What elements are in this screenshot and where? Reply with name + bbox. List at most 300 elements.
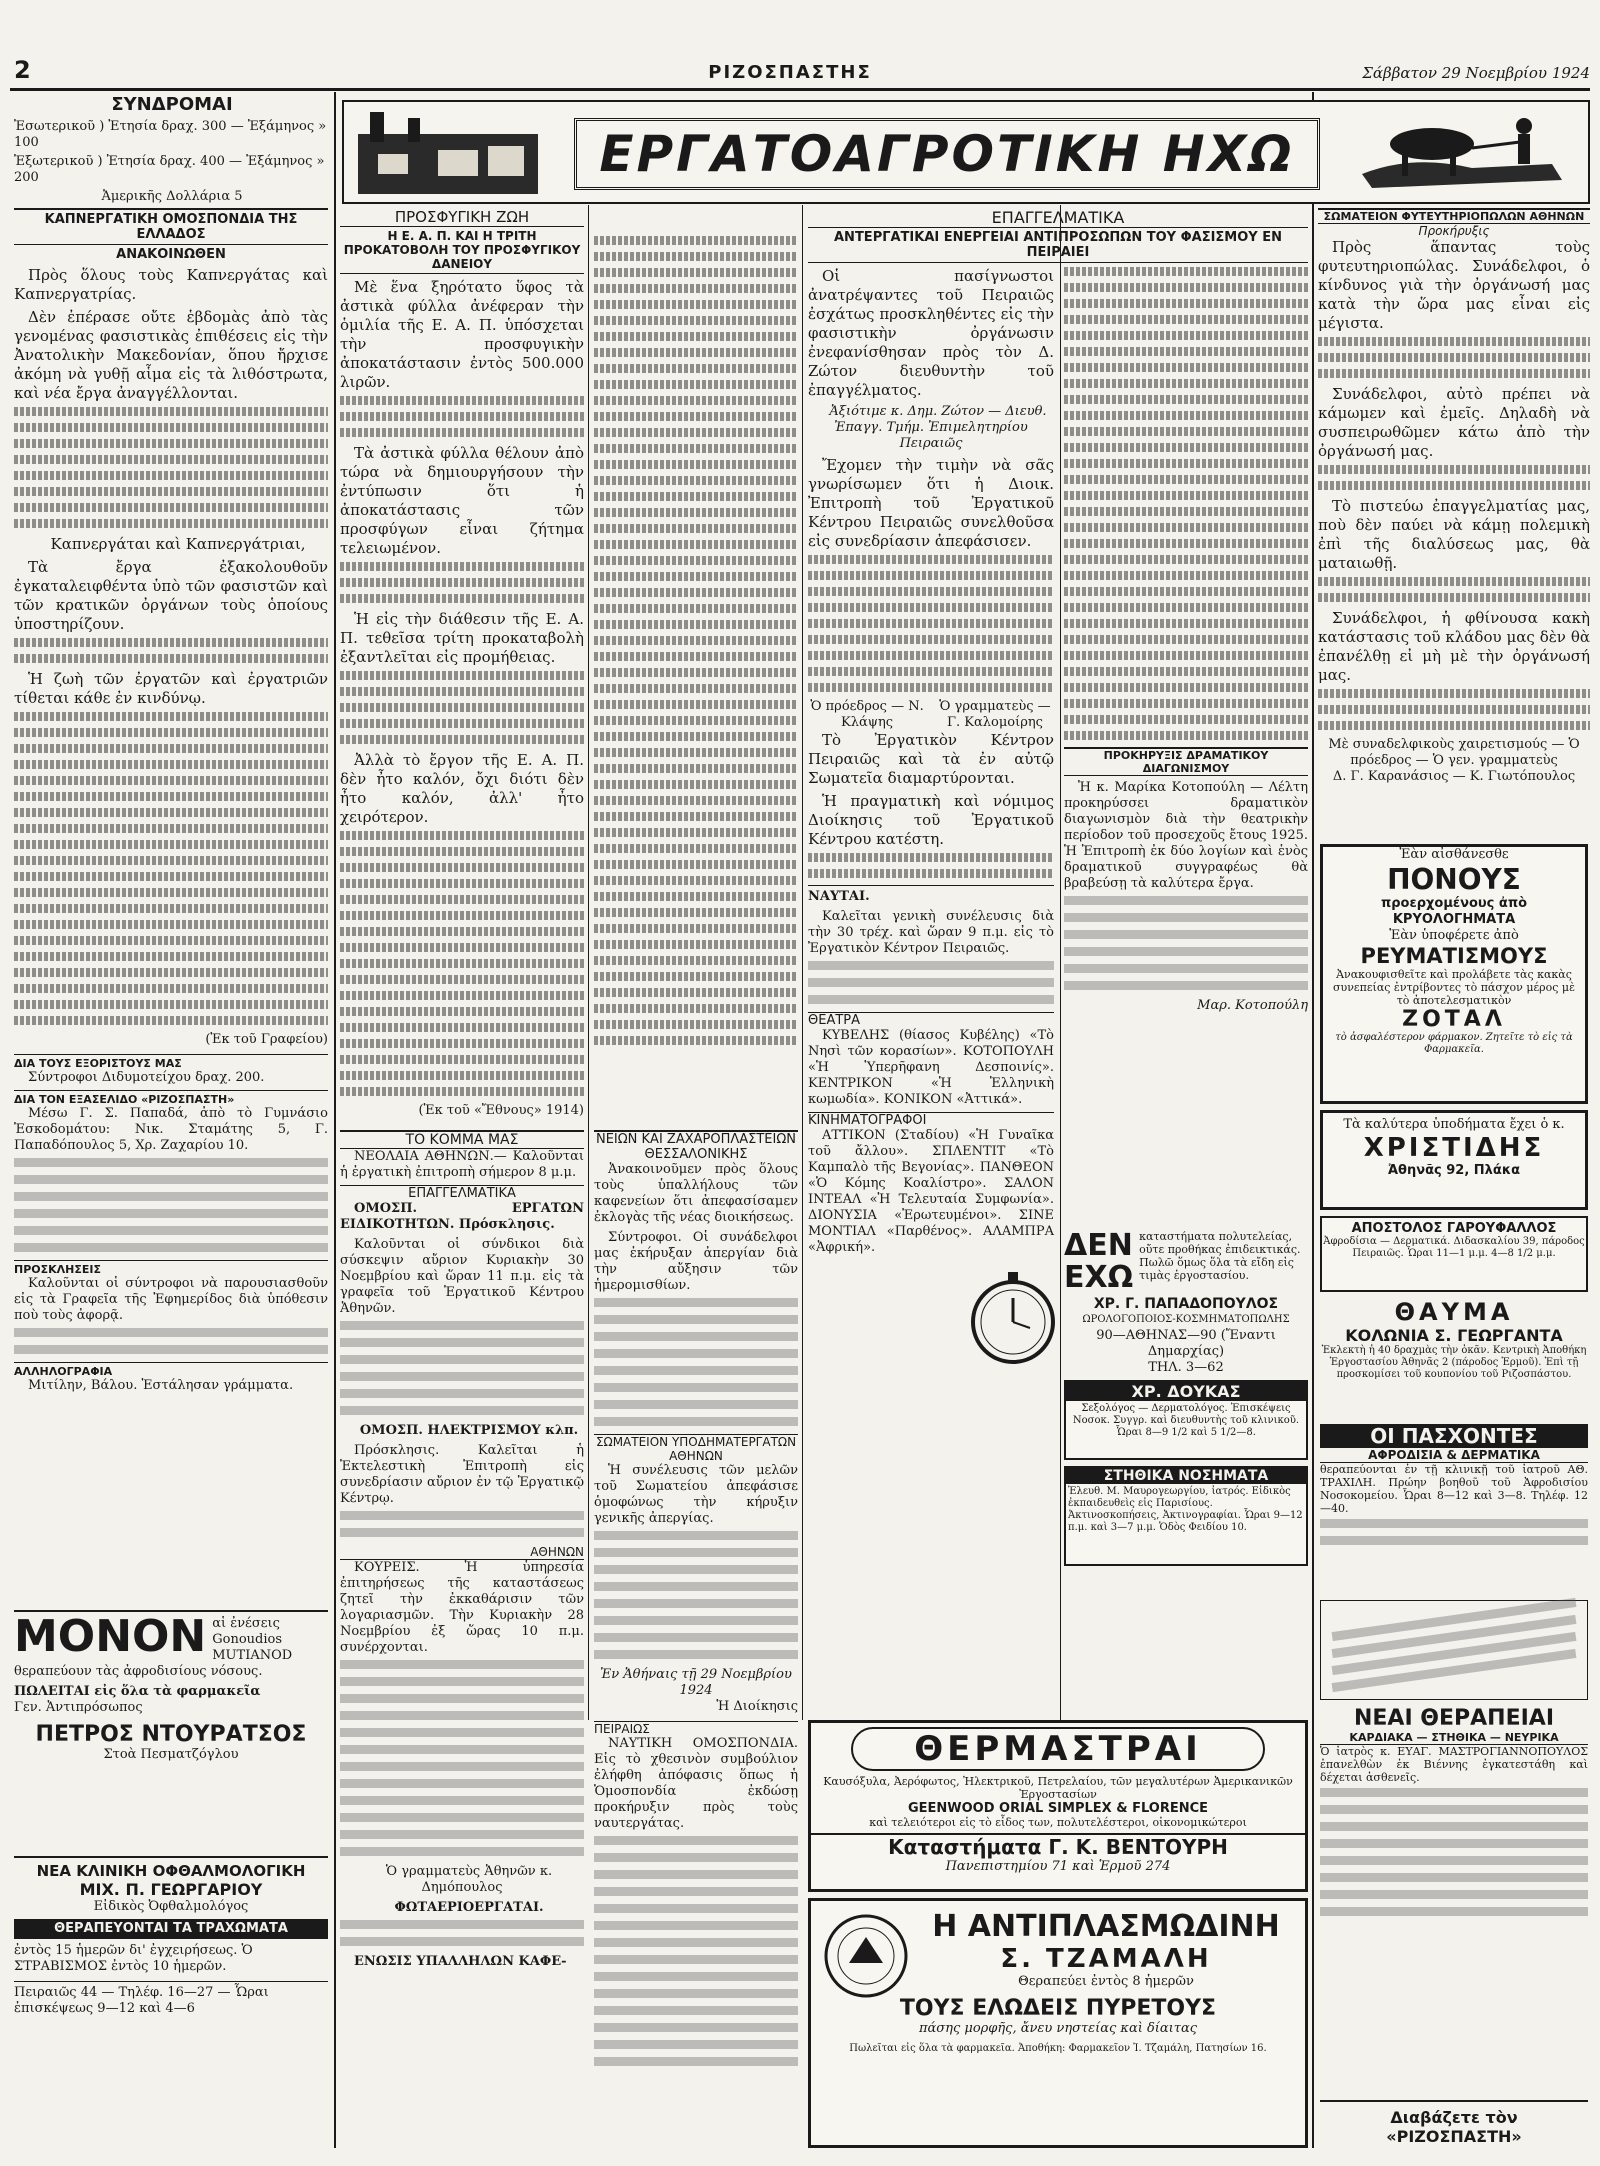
section-heading: ΚΙΝΗΜΑΤΟΓΡΑΦΟΙ <box>808 1112 1054 1128</box>
illegible-text <box>1318 593 1590 602</box>
den-echo-phone: ΤΗΛ. 3—62 <box>1148 1360 1224 1375</box>
kolonia-name: ΚΟΛΩΝΙΑ Σ. ΓΕΩΡΓΑΝΤΑ <box>1345 1326 1563 1345</box>
illegible-text <box>1064 491 1308 500</box>
den-echo-trade: ΩΡΟΛΟΓΟΠΟΙΟΣ-ΚΟΣΜΗΜΑΤΟΠΩΛΗΣ <box>1082 1314 1290 1325</box>
article-signature: (Ἐκ τοῦ Γραφείου) <box>205 1032 328 1047</box>
thermastrai-address: Πανεπιστημίου 71 καὶ Ἑρμοῦ 274 <box>945 1859 1171 1874</box>
notice-signature: Ἡ Διοίκησις <box>716 1699 798 1714</box>
watch-ad <box>1064 1230 1308 1375</box>
section-heading: ΠΡΟΚΗΡΥΞΙΣ ΔΡΑΜΑΤΙΚΟΥ ΔΙΑΓΩΝΙΣΜΟΥ <box>1064 747 1308 776</box>
illegible-text <box>594 1020 798 1029</box>
illegible-text <box>340 991 584 1000</box>
monon-ad <box>14 1610 328 1852</box>
illegible-text <box>14 654 328 663</box>
cinema-listing: ΑΤΤΙΚΟΝ (Σταδίου) «Ἡ Γυναῖκα τοῦ ἄλλου». ΣΠΛΕΝΤΙΤ «Τὸ Καμπαλὸ τῆς Βεγονίας». ΠΑΝΘΕΟΝ «Ὁ Κόμης Κοαλίστρο». ΣΑΛΟΝ ΙΝΤΕΑΛ «Ἡ Τελευταία Συμφωνία». ΔΙΟΝΥΣΙΑ «Ἐρωτευμένοι». ΣΙΝΕ ΜΟΝΤΙΑΛ «Παρθένος». ΑΛΑΜΠΡΑ «Ἀφρική». <box>808 1128 1054 1255</box>
illegible-text <box>14 1016 328 1025</box>
zotal-ad <box>1320 844 1588 1104</box>
illegible-text <box>340 831 584 840</box>
theatre-listing: ΚΥΒΕΛΗΣ (θίασος Κυβέλης) «Τὸ Νησὶ τῶν κορασίων». ΚΟΤΟΠΟΥΛΗ «Ἡ Ὑπερῆφανη Δεσποινίς». ΚΕΝΤΡΙΚΟΝ «Ἡ Ἑλληνικὴ κωμωδία». ΚΟΝΙΚΟΝ «Ἀττικά». <box>808 1028 1054 1107</box>
christidis-ad <box>1320 1110 1588 1210</box>
illegible-text <box>14 1226 328 1235</box>
article-paragraph: Ἡ εἰς τὴν διάθεσιν τῆς Ε. Α. Π. τεθεῖσα τρίτη προκαταβολὴ ἐξαντλεῖται εἰς προμήθειας. <box>340 610 584 666</box>
illegible-text <box>594 716 798 725</box>
illegible-text <box>594 2006 798 2015</box>
illegible-text <box>1064 619 1308 628</box>
illegible-text <box>340 703 584 712</box>
illegible-text <box>594 588 798 597</box>
page-number: 2 <box>14 56 31 84</box>
illegible-text <box>594 812 798 821</box>
illegible-text <box>594 2057 798 2066</box>
illegible-text <box>594 1004 798 1013</box>
illegible-text <box>340 1779 584 1788</box>
monon-address: Στοὰ Πεσματζόγλου <box>103 1747 239 1762</box>
illegible-text <box>594 1400 798 1409</box>
illegible-text <box>1318 481 1590 490</box>
illegible-text <box>594 748 798 757</box>
notice-text: Πρόσκλησις. Καλεῖται ἡ Ἐκτελεστικὴ Ἐπιτροπὴ εἰς συνεδρίασιν αὔριον ἐν τῷ Ἐργατικῷ Κέντρῳ. <box>340 1443 584 1506</box>
illegible-text <box>1320 1536 1588 1545</box>
illegible-text <box>1064 427 1308 436</box>
illegible-text <box>594 1836 798 1845</box>
illegible-text <box>14 471 328 480</box>
illegible-text <box>340 687 584 696</box>
ploughing-farmer-illustration <box>1352 104 1582 200</box>
header-rule <box>10 88 1590 91</box>
illegible-text <box>340 396 584 405</box>
article-paragraph: Ἡ πραγματικὴ καὶ νόμιμος Διοίκησις τοῦ Ἐργατικοῦ Κέντρου κατέστη. <box>808 792 1054 848</box>
clinic-title: ΝΕΑ ΚΛΙΝΙΚΗ ΟΦΘΑΛΜΟΛΟΓΙΚΗ <box>36 1862 306 1880</box>
illegible-text <box>14 519 328 528</box>
article-paragraph: Τὰ ἔργα ἐξακολουθοῦν ἐγκαταλειφθέντα ὑπὸ τῶν φασιστῶν καὶ τῶν κρατικῶν ὀργάνων τοὺς ὁποίους ὑποστηρίζουν. <box>14 558 328 633</box>
illegible-text <box>594 892 798 901</box>
section-heading: ΕΠΑΓΓΕΛΜΑΤΙΚΑ <box>991 208 1125 227</box>
illegible-text <box>340 1711 584 1720</box>
notice-text: Καλοῦνται οἱ σύντροφοι νὰ παρουσιασθοῦν εἰς τὰ Γραφεῖα τῆς Ἐφημερίδος διὰ ὑπόθεσιν ποὺ τοὺς ἀφορᾷ. <box>14 1276 328 1323</box>
paschontes-text: θεραπεύονται ἐν τῇ κλινικῇ τοῦ ἰατροῦ ΑΘ. ΤΡΑΧΙΛΗ. Πρώην βοηθοῦ τοῦ Ἀφροδισίου Νοσοκομείου. Ὧραι 8—12 καὶ 3—8. Τηλέφ. 12—40. <box>1320 1463 1588 1515</box>
illegible-text <box>594 604 798 613</box>
column-rule <box>588 205 589 1720</box>
column-4 <box>808 208 1308 1255</box>
section-heading: ΔΙΑ ΤΟΝ ΕΞΑΣΕΛΙΔΟ «ΡΙΖΟΣΠΑΣΤΗ» <box>14 1090 328 1106</box>
illegible-text <box>1064 315 1308 324</box>
den-echo-name: ΧΡ. Γ. ΠΑΠΑΔΟΠΟΥΛΟΣ <box>1093 1296 1279 1312</box>
illegible-text <box>594 796 798 805</box>
illegible-text <box>594 412 798 421</box>
illegible-text <box>594 1921 798 1930</box>
illegible-text <box>1064 667 1308 676</box>
illegible-text <box>808 619 1054 628</box>
illegible-text <box>340 1406 584 1415</box>
zotal-intro: Ἐὰν αἰσθάνεσθε <box>1399 847 1509 862</box>
clinic-text: ἐντὸς 15 ἡμερῶν δι' ἐγχειρήσεως. Ὁ ΣΤΡΑΒΙΣΜΟΣ ἐντὸς 10 ἡμερῶν. <box>14 1943 253 1974</box>
illegible-text <box>340 1389 584 1398</box>
illegible-text <box>1064 507 1308 516</box>
illegible-text <box>14 904 328 913</box>
illegible-text <box>14 760 328 769</box>
article-paragraph: Ἡ ζωὴ τῶν ἐργατῶν καὶ ἐργατριῶν τίθεται κάθε ἐν κινδύνῳ. <box>14 670 328 707</box>
column-rule <box>1312 92 1314 2148</box>
rotated-ad-area <box>1320 1600 1588 1700</box>
illegible-text <box>340 911 584 920</box>
illegible-text <box>594 1582 798 1591</box>
illegible-text <box>1064 603 1308 612</box>
zotal-kryologimata: προερχομένους ἀπὸ ΚΡΥΟΛΟΓΗΜΑΤΑ <box>1380 896 1528 927</box>
monon-name: ΠΕΤΡΟΣ ΝΤΟΥΡΑΤΣΟΣ <box>35 1722 307 1747</box>
illegible-text <box>594 908 798 917</box>
rizospastis-footer-ad: Διαβάζετε τὸν «ΡΙΖΟΣΠΑΣΤΗ» <box>1320 2100 1588 2140</box>
illegible-text <box>340 1762 584 1771</box>
illegible-text <box>340 895 584 904</box>
article-paragraph: Τὸ Ἐργατικὸν Κέντρον Πειραιῶς καὶ τὰ ἐν αὐτῷ Σωματεῖα διαμαρτύρονται. <box>808 731 1054 787</box>
illegible-text <box>340 1023 584 1032</box>
doukas-text: Σεξολόγος — Δερματολόγος. Ἐπισκέψεις Νοσοκ. Συγγρ. καὶ διευθυντὴς τοῦ κλινικοῦ. Ὧραι 8—9 1/2 καὶ 5 1/2—8. <box>1072 1403 1300 1438</box>
notice-text: Σύντροφοι. Οἱ συνάδελφοι μας ἐκήρυξαν ἀπεργίαν διὰ τὴν αὔξησιν τῶν ἡμερομισθίων. <box>594 1230 798 1293</box>
illegible-text <box>14 936 328 945</box>
column-rule <box>334 92 336 2148</box>
antiplasmodini-name: Σ. ΤΖΑΜΑΛΗ <box>1000 1944 1212 1974</box>
antiplasmodini-fine: Πωλεῖται εἰς ὅλα τὰ φαρμακεῖα. Ἀποθήκη: Φαρμακεῖον Ἰ. Τζαμάλη, Πατησίων 16. <box>849 2043 1267 2054</box>
zotal-brand: ΖΟΤΑΛ <box>1402 1007 1506 1032</box>
illegible-text <box>1064 523 1308 532</box>
doukas-ad <box>1064 1380 1308 1460</box>
illegible-text <box>594 1332 798 1341</box>
illegible-text <box>594 236 798 245</box>
illegible-text <box>1320 1822 1588 1831</box>
illegible-text <box>14 712 328 721</box>
illegible-text <box>1320 1856 1588 1865</box>
illegible-text <box>1318 689 1590 698</box>
illegible-text <box>1064 299 1308 308</box>
illegible-text <box>594 284 798 293</box>
illegible-text <box>1320 1907 1588 1916</box>
illegible-text <box>14 439 328 448</box>
illegible-text <box>594 540 798 549</box>
illegible-text <box>340 412 584 421</box>
illegible-text <box>594 764 798 773</box>
notice-text: ΝΕΟΛΑΙΑ ΑΘΗΝΩΝ.— Καλοῦνται ἡ ἐργατικὴ ἐπιτροπὴ σήμερον 8 μ.μ. <box>340 1149 584 1180</box>
illegible-text <box>1064 267 1308 276</box>
illegible-text <box>594 684 798 693</box>
illegible-text <box>14 984 328 993</box>
illegible-text <box>14 638 328 647</box>
section-heading: ΑΘΗΝΩΝ <box>340 1545 584 1560</box>
illegible-text <box>594 700 798 709</box>
thermastrai-text: καὶ τελειότεροι εἰς τὸ εἶδος των, πολυτελέστεροι, οἰκονομικώτεροι <box>869 1816 1247 1829</box>
notice-text: Σύντροφοι Διδυμοτείχου δραχ. 200. <box>28 1070 265 1085</box>
den-echo-headline: ΔΕΝ ΕΧΩ <box>1064 1228 1134 1295</box>
illegible-text <box>340 1528 584 1537</box>
illegible-text <box>594 988 798 997</box>
notice-text: Καλεῖται γενικὴ συνέλευσις διὰ τὴν 30 τρέχ. καὶ ὥραν 9 π.μ. εἰς τὸ Ἐργατικὸν Κέντρον Πειραιῶς. <box>808 909 1054 956</box>
illegible-text <box>14 840 328 849</box>
illegible-text <box>594 1870 798 1879</box>
shoe-intro: Τὰ καλύτερα ὑποδήματα ἔχει ὁ κ. <box>1343 1117 1565 1132</box>
new-therapies-ad <box>1320 1706 1588 2036</box>
section-heading: ΘΕΑΤΡΑ <box>808 1012 1054 1028</box>
illegible-text <box>340 927 584 936</box>
article-paragraph: Οἱ πασίγνωστοι ἀνατρέψαντες τοῦ Πειραιῶς ἐσχάτως προσκληθέντες εἰς τὴν φασιστικὴν ὀργάνωσιν ἐνεφανίσθησαν πρὸς τὸν Δ. Ζώτον διευθυντὴν τοῦ ἐπαγγέλματος. <box>808 267 1054 399</box>
monon-sub: ΠΩΛΕΙΤΑΙ εἰς ὅλα τὰ φαρμακεῖα <box>14 1684 261 1699</box>
illegible-text <box>14 1175 328 1184</box>
illegible-text <box>594 620 798 629</box>
illegible-text <box>14 808 328 817</box>
monon-rep: Γεν. Ἀντιπρόσωπος <box>14 1700 143 1715</box>
illegible-text <box>594 828 798 837</box>
illegible-text <box>340 1660 584 1669</box>
illegible-text <box>1318 721 1590 730</box>
shoe-name: ΧΡΙΣΤΙΔΗΣ <box>1363 1133 1545 1163</box>
illegible-text <box>1064 539 1308 548</box>
illegible-text <box>340 1321 584 1330</box>
column-2 <box>340 208 584 1128</box>
paschontes-title: ΟΙ ΠΑΣΧΟΝΤΕΣ <box>1320 1424 1588 1448</box>
illegible-text <box>594 668 798 677</box>
illegible-text <box>1318 577 1590 586</box>
illegible-text <box>1064 947 1308 956</box>
subscriptions-title: ΣΥΝΔΡΟΜΑΙ <box>111 94 233 115</box>
article-heading: ΚΑΠΝΕΡΓΑΤΙΚΗ ΟΜΟΣΠΟΝΔΙΑ ΤΗΣ ΕΛΛΑΔΟΣ <box>14 208 328 245</box>
illegible-text <box>594 1349 798 1358</box>
illegible-text <box>594 940 798 949</box>
illegible-text <box>808 869 1054 878</box>
illegible-text <box>340 847 584 856</box>
newspaper-title: ΡΙΖΟΣΠΑΣΤΗΣ <box>708 62 872 83</box>
illegible-text <box>14 455 328 464</box>
paschontes-ad <box>1320 1424 1588 1594</box>
illegible-text <box>340 1071 584 1080</box>
illegible-text <box>594 300 798 309</box>
section-heading: ΝΕΙΩΝ ΚΑΙ ΖΑΧΑΡΟΠΛΑΣΤΕΙΩΝ ΘΕΣΣΑΛΟΝΙΚΗΣ <box>595 1132 797 1162</box>
illegible-text <box>808 978 1054 987</box>
column-1 <box>14 208 328 1408</box>
illegible-text <box>594 1417 798 1426</box>
illegible-text <box>1064 331 1308 340</box>
illegible-text <box>594 1599 798 1608</box>
banner-title: ΕΡΓΑΤΟΑΓΡΟΤΙΚΗ ΗΧΩ <box>574 118 1320 190</box>
notice-heading: ΟΜΟΣΠ. ΕΡΓΑΤΩΝ ΕΙΔΙΚΟΤΗΤΩΝ. Πρόσκλησις. <box>340 1201 584 1232</box>
illegible-text <box>340 1745 584 1754</box>
article-address: Ἀξιότιμε κ. Δημ. Ζώτον — Διευθ. Ἐπαγγ. Τμήμ. Ἐπιμελητηρίου Πειραιῶς <box>829 404 1047 451</box>
notice-text: Ἡ συνέλευσις τῶν μελῶν τοῦ Σωματείου ἀπεφάσισε ὁμοφώνως τὴν κήρυξιν γενικῆς ἀπεργίας. <box>594 1463 798 1526</box>
illegible-text <box>340 1937 584 1946</box>
new-therapies-subtitle: ΚΑΡΔΙΑΚΑ — ΣΤΗΘΙΚΑ — ΝΕΥΡΙΚΑ <box>1320 1731 1588 1745</box>
notice-heading: ΦΩΤΑΕΡΙΟΕΡΓΑΤΑΙ. <box>394 1900 544 1915</box>
illegible-text <box>1318 465 1590 474</box>
antiplasmodini-main: ΤΟΥΣ ΕΛΩΔΕΙΣ ΠΥΡΕΤΟΥΣ <box>899 1996 1217 2021</box>
illegible-text <box>14 856 328 865</box>
column-3-lower <box>594 1130 798 2140</box>
article-paragraph: Πρὸς ἅπαντας τοὺς φυτευτηριοπώλας. Συνάδελφοι, ὁ κίνδυνος γιὰ τὴν ὀργάνωσή μας κατὰ τὴν ὥρα μας εἶναι εἰς μέγιστα. <box>1318 238 1590 332</box>
monon-text: αἱ ἐνέσεις Gonoudios MUTIANOD θεραπεύουν τὰς ἀφροδισίους νόσους. <box>14 1616 293 1679</box>
illegible-text <box>340 959 584 968</box>
illegible-text <box>1064 896 1308 905</box>
illegible-text <box>14 423 328 432</box>
notice-heading: ΕΝΩΣΙΣ ΥΠΑΛΛΗΛΩΝ ΚΑΦΕ- <box>354 1954 567 1969</box>
illegible-text <box>594 1565 798 1574</box>
kolonia-ad <box>1320 1298 1588 1418</box>
illegible-text <box>340 428 584 437</box>
section-heading: ΑΛΛΗΛΟΓΡΑΦΙΑ <box>14 1362 328 1378</box>
illegible-text <box>594 652 798 661</box>
paschontes-subtitle: ΑΦΡΟΔΙΣΙΑ & ΔΕΡΜΑΤΙΚΑ <box>1320 1448 1588 1463</box>
illegible-text <box>594 1887 798 1896</box>
section-heading: ΠΡΟΣΦΥΓΙΚΗ ΖΩΗ <box>394 208 530 226</box>
clinic-ad <box>14 1856 328 2098</box>
illegible-text <box>340 578 584 587</box>
article-paragraph: Συνάδελφοι, αὐτὸ πρέπει νὰ κάμωμεν καὶ ἐμεῖς. Δηλαδὴ νὰ συσπειρωθῶμεν κάτω ἀπὸ τὴν ὀργάνωσή μας. <box>1318 385 1590 460</box>
thermastrai-ad <box>808 1720 1308 1892</box>
illegible-text <box>808 635 1054 644</box>
illegible-text <box>340 1007 584 1016</box>
illegible-text <box>340 943 584 952</box>
illegible-text <box>340 879 584 888</box>
illegible-text <box>594 556 798 565</box>
illegible-text <box>1064 683 1308 692</box>
illegible-text <box>340 562 584 571</box>
clinic-doctor: ΜΙΧ. Π. ΓΕΩΡΓΑΡΙΟΥ <box>79 1880 263 1899</box>
illegible-text <box>340 594 584 603</box>
shoe-address: Ἀθηνᾶς 92, Πλάκα <box>1387 1163 1521 1178</box>
illegible-text <box>594 1989 798 1998</box>
illegible-text <box>594 924 798 933</box>
illegible-text <box>1064 347 1308 356</box>
illegible-text <box>14 824 328 833</box>
illegible-text <box>1064 379 1308 388</box>
den-echo-address: 90—ΑΘΗΝΑΣ—90 (Ἔναντι Δημαρχίας) <box>1096 1328 1276 1359</box>
thermastrai-brands: GEENWOOD ORIAL SIMPLEX & FLORENCE <box>907 1801 1209 1816</box>
notice-text: Ἡ κ. Μαρίκα Κοτοπούλη — Λέλτη προκηρύσσει δραματικὸν διαγωνισμὸν διὰ τὴν θεατρικὴν περίοδον τοῦ προσεχοῦς ἔτους 1925. Ἡ Ἐπιτροπὴ ἐκ δύο λογίων καὶ ἑνὸς δραματικοῦ συγγραφέως θὰ βραβεύσῃ τὰ καλύτερα ἔργα. <box>1064 780 1308 891</box>
article-signature: Μὲ συναδελφικοὺς χαιρετισμούς — Ὁ πρόεδρος — Ὁ γεν. γραμματεὺς <box>1328 737 1580 768</box>
illegible-text <box>14 407 328 416</box>
illegible-text <box>1318 705 1590 714</box>
illegible-text <box>594 1853 798 1862</box>
thermastrai-title: ΘΕΡΜΑΣΤΡΑΙ <box>851 1727 1265 1771</box>
illegible-text <box>594 1298 798 1307</box>
article-signature: Δ. Γ. Καρανάσιος — Κ. Γιωτόπουλος <box>1332 769 1576 784</box>
illegible-text <box>594 364 798 373</box>
illegible-text <box>14 487 328 496</box>
illegible-text <box>594 1548 798 1557</box>
article-signature: (Ἐκ τοῦ «Ἔθνους» 1914) <box>418 1103 584 1118</box>
illegible-text <box>1064 555 1308 564</box>
garoufallos-ad <box>1320 1216 1588 1292</box>
illegible-text <box>14 1209 328 1218</box>
antiplasmodini-ad <box>808 1898 1308 2148</box>
section-heading: ΤΟ ΚΟΜΜΑ ΜΑΣ <box>340 1130 584 1149</box>
illegible-text <box>808 995 1054 1004</box>
clinic-specialty: Εἰδικὸς Ὀφθαλμολόγος <box>93 1899 249 1914</box>
notice-text: Ἀνακοινοῦμεν πρὸς ὅλους τοὺς ὑπαλλήλους τῶν καφενείων ὅτι ἀπεφασίσαμεν ἐκλογὰς τῆς νέας διοικήσεως. <box>594 1162 798 1225</box>
illegible-text <box>1064 731 1308 740</box>
illegible-text <box>14 1158 328 1167</box>
illegible-text <box>594 460 798 469</box>
article-headline: ΑΝΤΕΡΓΑΤΙΚΑΙ ΕΝΕΡΓΕΙΑΙ ΑΝΤΙΠΡΟΣΩΠΩΝ ΤΟΥ ΦΑΣΙΣΜΟΥ ΕΝ ΠΕΙΡΑΙΕΙ <box>808 227 1308 263</box>
illegible-text <box>340 1087 584 1096</box>
illegible-text <box>594 332 798 341</box>
section-heading: ΣΩΜΑΤΕΙΟΝ ΥΠΟΔΗΜΑΤΕΡΓΑΤΩΝ ΑΘΗΝΩΝ <box>595 1435 797 1463</box>
antiplasmodini-title: Η ΑΝΤΙΠΛΑΣΜΩΔΙΝΗ <box>932 1909 1280 1944</box>
illegible-text <box>1064 443 1308 452</box>
illegible-text <box>594 380 798 389</box>
zotal-revmatismous: ΡΕΥΜΑΤΙΣΜΟΥΣ <box>1360 944 1548 968</box>
clinic-banner: ΘΕΡΑΠΕΥΟΝΤΑΙ ΤΑ ΤΡΑΧΩΜΑΤΑ <box>14 1919 328 1939</box>
illegible-text <box>808 853 1054 862</box>
illegible-text <box>1318 337 1590 346</box>
illegible-text <box>340 671 584 680</box>
illegible-text <box>594 1955 798 1964</box>
column-3 <box>594 208 798 1128</box>
pocket-watch-illustration <box>968 1262 1058 1372</box>
illegible-text <box>340 1372 584 1381</box>
subscriptions-row: Ἐξωτερικοῦ ) Ἐτησία δραχ. 400 — Ἐξάμηνος » 200 <box>14 154 325 185</box>
illegible-text <box>594 876 798 885</box>
illegible-text <box>1064 283 1308 292</box>
illegible-text <box>1320 1805 1588 1814</box>
article-paragraph: Μὲ ἕνα ξηρότατο ὕφος τὰ ἀστικὰ φύλλα ἀνέφεραν τὴν ὁμιλία τῆς Ε. Α. Π. ὑπόσχεται τὴν προσφυγικὴν ἀποκατάστασιν ἐντὸς 500.000 λιρῶν. <box>340 278 584 391</box>
illegible-text <box>14 744 328 753</box>
section-heading: ΔΙΑ ΤΟΥΣ ΕΞΟΡΙΣΤΟΥΣ ΜΑΣ <box>14 1054 328 1070</box>
subscriptions-row: Ἀμερικῆς Δολλάρια 5 <box>101 189 243 204</box>
monon-headline: ΜΟΝΟΝ <box>14 1611 207 1662</box>
illegible-text <box>340 1847 584 1856</box>
thermastrai-store: Καταστήματα Γ. Κ. ΒΕΝΤΟΥΡΗ <box>811 1833 1305 1859</box>
illegible-text <box>594 316 798 325</box>
illegible-text <box>1064 981 1308 990</box>
kolonia-text: Ἐκλεκτὴ ἡ 40 δραχμὰς τὴν ὀκᾶν. Κεντρικὴ Ἀποθήκη Ἐργοστασίου Ἀθηνᾶς 2 (πάροδος Ἑρμοῦ). Ἐπὶ τῇ προσκομίσει τοῦ κουπονίου τοῦ Ριζοσπάστου. <box>1321 1345 1587 1380</box>
column-6 <box>1318 208 1590 838</box>
illegible-text <box>340 1511 584 1520</box>
article-headline: Η Ε. Α. Π. ΚΑΙ Η ΤΡΙΤΗ ΠΡΟΚΑΤΟΒΟΛΗ ΤΟΥ ΠΡΟΣΦΥΓΙΚΟΥ ΔΑΝΕΙΟΥ <box>340 226 584 274</box>
illegible-text <box>1320 1873 1588 1882</box>
illegible-text <box>1320 1890 1588 1899</box>
illegible-text <box>594 1036 798 1045</box>
illegible-text <box>594 2040 798 2049</box>
illegible-text <box>1064 635 1308 644</box>
article-paragraph: Καπνεργάται καὶ Καπνεργάτριαι, <box>50 535 306 553</box>
notice-text: Μέσω Γ. Σ. Παπαδά, ἀπὸ τὸ Γυμνάσιο Ἐσκοδομάτου: Νικ. Σταμάτης 5, Γ. Παπαδόπουλος 5, Χρ. Ζαχαρίου 10. <box>14 1106 328 1153</box>
illegible-text <box>594 780 798 789</box>
notice-signature: Μαρ. Κοτοπούλη <box>1197 998 1308 1013</box>
illegible-text <box>594 1315 798 1324</box>
illegible-text <box>594 1531 798 1540</box>
illegible-text <box>594 636 798 645</box>
garoufallos-name: ΑΠΟΣΤΟΛΟΣ ΓΑΡΟΥΦΑΛΛΟΣ <box>1351 1221 1557 1236</box>
antiplasmodini-sub: πάσης μορφῆς, ἄνευ νηστείας καὶ δίαιτας <box>918 2021 1198 2036</box>
illegible-text <box>594 972 798 981</box>
illegible-text <box>594 1616 798 1625</box>
illegible-text <box>1320 1839 1588 1848</box>
trademark-seal <box>821 1911 911 2001</box>
illegible-text <box>340 1055 584 1064</box>
illegible-text <box>1064 699 1308 708</box>
section-heading: ΠΡΟΣΚΛΗΣΕΙΣ <box>14 1260 328 1276</box>
illegible-text <box>808 603 1054 612</box>
illegible-text <box>1064 363 1308 372</box>
illegible-text <box>594 572 798 581</box>
kolonia-thavma: ΘΑΥΜΑ <box>1394 1298 1514 1326</box>
illegible-text <box>14 888 328 897</box>
article-paragraph: Τὸ πιστεύω ἐπαγγελματίας μας, ποὺ δὲν παύει νὰ κάμῃ πολεμικὴ ἐπὶ τῆς διαλύσεως μας, θὰ ματαιωθῇ. <box>1318 497 1590 572</box>
illegible-text <box>14 920 328 929</box>
article-paragraph: Ἀλλὰ τὸ ἔργον τῆς Ε. Α. Π. δὲν ἦτο καλόν, ὄχι διότι δὲν ἦτο καλόν, ἀλλ' ἦτο χειρότερον. <box>340 751 584 826</box>
illegible-text <box>1064 475 1308 484</box>
illegible-text <box>1064 411 1308 420</box>
illegible-text <box>594 252 798 261</box>
illegible-text <box>340 1920 584 1929</box>
new-therapies-title: ΝΕΑΙ ΘΕΡΑΠΕΙΑΙ <box>1353 1706 1555 1731</box>
article-paragraph: Πρὸς ὅλους τοὺς Καπνεργάτας καὶ Καπνεργατρίας. <box>14 266 328 303</box>
